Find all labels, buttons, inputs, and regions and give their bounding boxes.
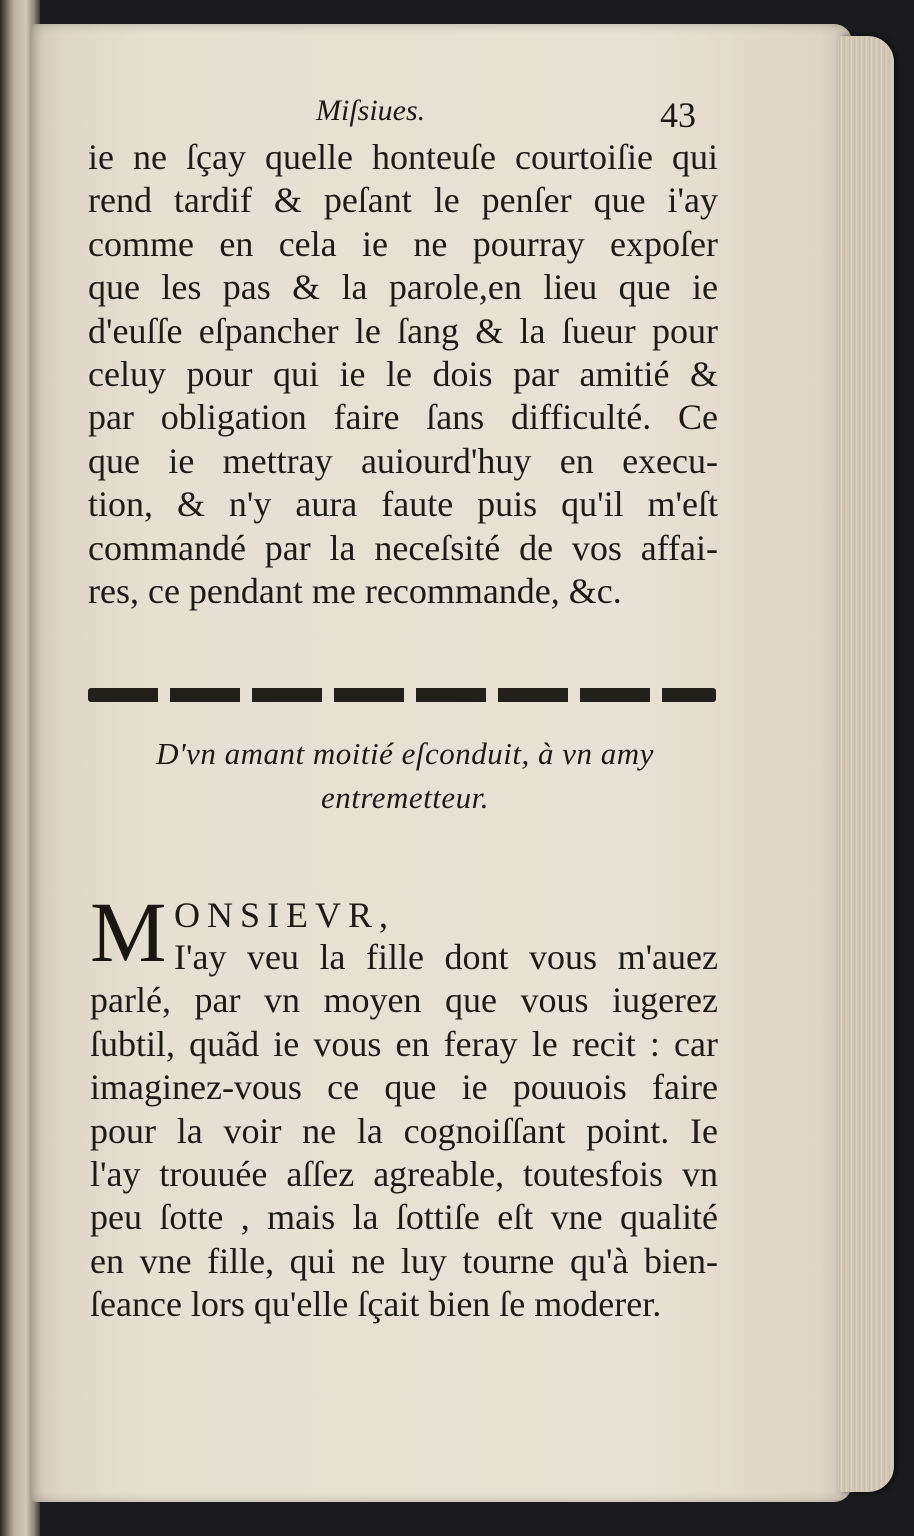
text-line: en vne fille, qui ne luy tourne qu'à bien-: [90, 1240, 718, 1281]
page-block-edge: [838, 36, 894, 1492]
text-line: ſubtil, quãd ie vous en feray le recit : car: [90, 1023, 718, 1064]
text-line: pour la voir ne la cognoiſſant point. Ie: [90, 1110, 718, 1151]
salutation: ONSIEVR,: [174, 895, 396, 935]
text-line: commandé par la neceſsité de vos affai-: [88, 527, 718, 568]
book-page: [30, 24, 852, 1502]
running-title: Miſsiues.: [316, 94, 426, 127]
text-line: rend tardif & peſant le penſer que i'ay: [88, 180, 718, 221]
text-line: celuy pour qui ie le dois par amitié &: [88, 354, 718, 395]
text-line: d'euſſe eſpancher le ſang & la ſueur pour: [88, 310, 718, 351]
text-line: ie ne ſçay quelle honteuſe courtoiſie qui: [88, 137, 718, 177]
letter-title-line-1: D'vn amant moitié eſconduit, à vn amy: [156, 736, 654, 771]
text-line: I'ay veu la fille dont vous m'auez: [174, 937, 718, 977]
text-line: tion, & n'y aura faute puis qu'il m'eſt: [88, 484, 718, 525]
previous-letter-ending: [88, 136, 718, 613]
text-line: res, ce pendant me recommande, &c.: [88, 571, 622, 612]
text-line: l'ay trouuée aſſez agreable, toutesfois vn: [90, 1154, 718, 1195]
text-line: comme en cela ie ne pourray expoſer: [88, 223, 718, 264]
page-header: [30, 72, 852, 135]
page-number: 43: [660, 95, 696, 135]
letter-body: [90, 936, 718, 1327]
text-line: parlé, par vn moyen que vous iugerez: [90, 980, 718, 1021]
letter-title-line-2: entremetteur.: [320, 780, 490, 815]
text-line: ſeance lors qu'elle ſçait bien ſe moderer.: [90, 1284, 662, 1325]
text-line: par obligation faire ſans difficulté. Ce: [88, 397, 718, 438]
ornamental-rule: [88, 688, 716, 702]
text-line: que ie mettray auiourd'huy en execu-: [88, 440, 718, 481]
text-line: imaginez-vous ce que ie pouuois faire: [90, 1067, 718, 1108]
text-line: peu ſotte , mais la ſottiſe eſt vne qualité: [90, 1197, 718, 1238]
text-line: que les pas & la parole,en lieu que ie: [88, 267, 718, 308]
drop-cap: M: [90, 884, 167, 980]
